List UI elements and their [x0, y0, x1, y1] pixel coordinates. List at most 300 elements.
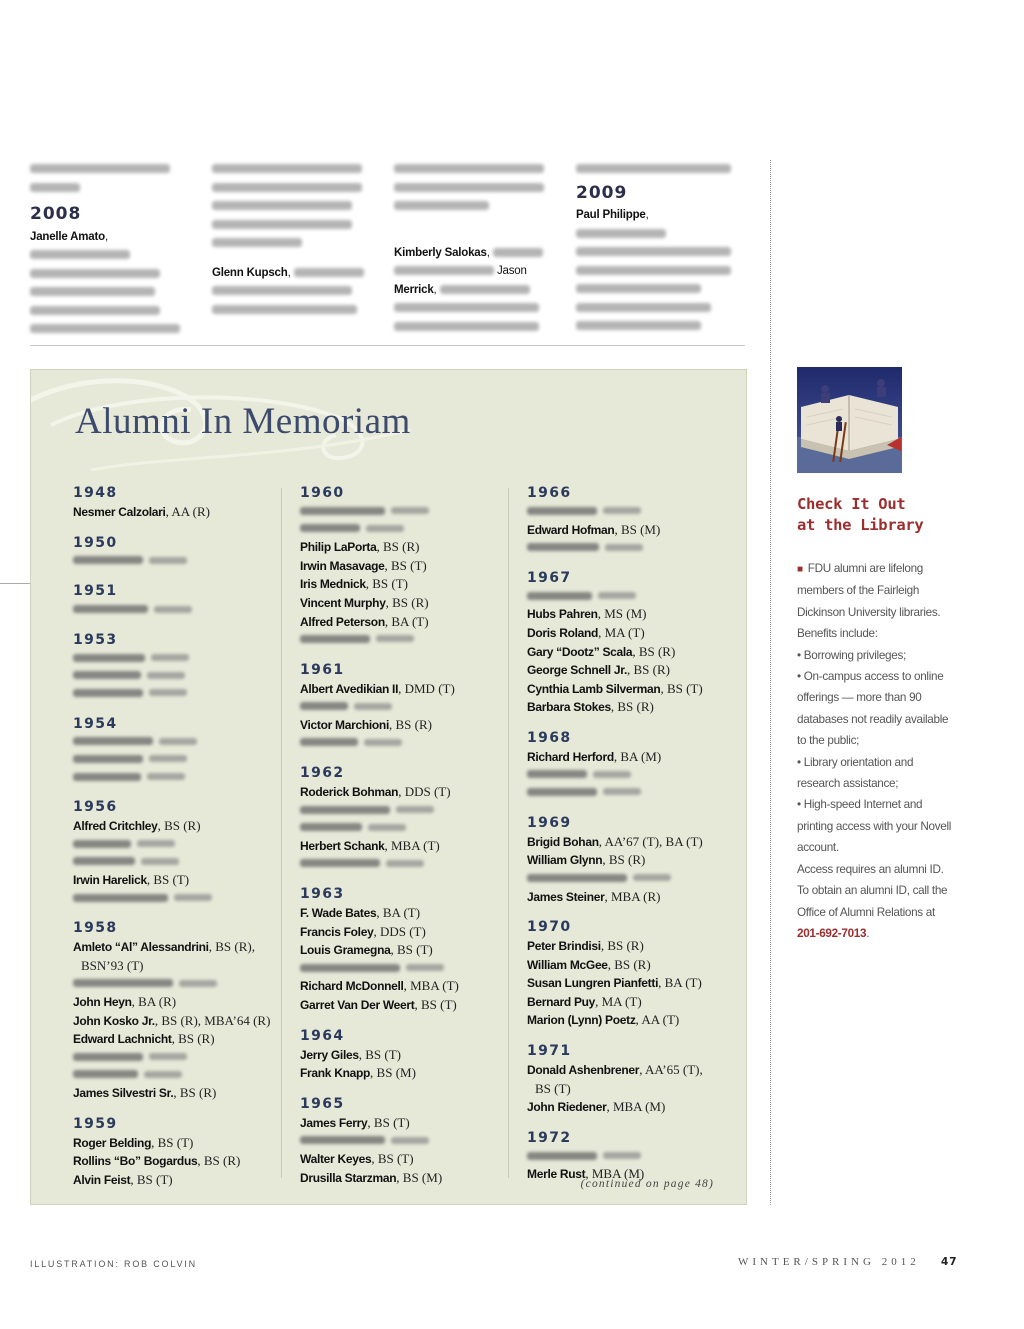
alumnus-name: Alfred Critchley — [73, 819, 158, 834]
memoriam-entry — [300, 1169, 515, 1188]
memoriam-year: 1954 — [73, 715, 118, 732]
alumnus-name: Drusilla Starzman — [300, 1170, 397, 1185]
alumnus-degree: , BS (T) — [384, 557, 427, 573]
alumnus-name: Walter Keyes — [300, 1152, 372, 1167]
alumnus-degree: , BS (M) — [370, 1065, 416, 1081]
continued-note: (continued on page 48) — [580, 1178, 714, 1190]
alumnus-name: Barbara Stokes — [527, 700, 611, 715]
notes-year-2009: 2009 — [576, 182, 628, 203]
redacted-name — [300, 524, 360, 532]
memoriam-entry — [300, 613, 515, 632]
alumnus-degree: , MBA (T) — [384, 837, 440, 853]
redacted-name — [527, 788, 597, 796]
alumnus-name: Herbert Schank — [300, 838, 385, 853]
memoriam-box — [30, 369, 747, 1205]
memoriam-entry — [527, 698, 742, 717]
redacted-name — [73, 654, 145, 662]
alumnus-degree: , MBA (M) — [585, 1166, 645, 1182]
redacted-degree — [406, 964, 444, 971]
redacted-degree — [605, 544, 643, 551]
memoriam-year: 1956 — [73, 799, 118, 816]
memoriam-entry — [300, 960, 515, 978]
alumnus-name: Alvin Feist — [73, 1172, 131, 1187]
memoriam-entry — [300, 856, 515, 874]
memoriam-entry — [73, 1171, 288, 1190]
redacted-degree — [144, 1071, 182, 1078]
alumnus-degree: , BA (M) — [613, 748, 662, 764]
notes-year-2008: 2008 — [30, 204, 82, 224]
alumnus-degree: , MA (T) — [598, 624, 645, 640]
memoriam-entry — [73, 1152, 288, 1171]
memoriam-entry — [300, 575, 515, 594]
memoriam-entry — [73, 1066, 288, 1084]
alumnus-degree: , BS (R) — [385, 594, 429, 610]
sidebar-closing — [797, 859, 957, 945]
memoriam-year: 1966 — [527, 485, 572, 501]
alumnus-degree: , BS (R) — [173, 1085, 217, 1101]
memoriam-entry — [300, 783, 515, 802]
redacted-degree — [149, 755, 187, 762]
memoriam-entry — [73, 993, 288, 1012]
alumnus-degree: , BS (R), — [208, 939, 255, 955]
sidebar-bullet-text: Borrowing privileges; — [803, 648, 906, 662]
notes-name: Jason — [497, 265, 527, 277]
memoriam-entry — [527, 588, 742, 606]
memoriam-entry — [527, 1011, 742, 1030]
memoriam-entry — [300, 802, 515, 820]
memoriam-entry — [300, 996, 515, 1015]
redacted-name — [527, 1152, 597, 1160]
notes-column-4: 2009 Paul Philippe, — [576, 160, 741, 336]
memoriam-entry — [527, 503, 742, 521]
alumnus-degree: , AA’65 (T), — [639, 1062, 703, 1078]
redacted-degree — [151, 654, 189, 661]
alumnus-degree: , BA (T) — [384, 613, 429, 629]
alumnus-name: James Ferry — [300, 1115, 368, 1130]
memoriam-entry — [300, 735, 515, 753]
alumnus-name: Doris Roland — [527, 625, 599, 640]
alumnus-name: James Steiner — [527, 889, 605, 904]
memoriam-year: 1963 — [300, 886, 345, 903]
alumnus-degree: , BS (T) — [365, 576, 409, 592]
sidebar-closing-end: . — [866, 926, 870, 940]
redacted-degree — [141, 858, 179, 865]
sidebar-closing-text: Access requires an alumni ID. To obtain an alumni ID, call the Office of Alumni Relations at — [797, 862, 948, 919]
alumnus-degree: , BA (T) — [658, 975, 702, 991]
alumnus-degree: , MBA (T) — [403, 978, 459, 994]
memoriam-entry — [300, 557, 515, 576]
redacted-name — [73, 979, 173, 987]
alumnus-degree: , BA (R) — [131, 994, 177, 1010]
memoriam-entry — [527, 605, 742, 624]
redacted-name — [527, 592, 592, 600]
memoriam-entry — [73, 836, 288, 854]
alumnus-name: Irwin Harelick — [73, 873, 147, 888]
memoriam-entry — [527, 956, 742, 975]
memoriam-entry — [300, 819, 515, 837]
alumnus-name: Brigid Bohan — [527, 834, 599, 849]
library-illustration — [797, 367, 902, 473]
memoriam-column-2 — [300, 484, 515, 1187]
redacted-name — [73, 1053, 143, 1061]
memoriam-entry — [73, 503, 288, 522]
memoriam-year: 1965 — [300, 1095, 345, 1112]
memoriam-entry — [73, 734, 288, 752]
alumnus-degree: , BA (T) — [376, 905, 421, 921]
memoriam-year: 1948 — [73, 485, 118, 501]
redacted-degree — [376, 635, 414, 642]
memoriam-entry — [527, 1061, 742, 1080]
memoriam-entry — [527, 851, 742, 870]
alumnus-degree: , BS (T) — [367, 1114, 410, 1130]
memoriam-entry — [300, 631, 515, 649]
sidebar-bullet: • Library orientation and research assistance; — [797, 755, 914, 791]
memoriam-entry — [73, 769, 288, 787]
redacted-degree — [149, 689, 187, 696]
alumnus-name: Edward Lachnicht — [73, 1032, 172, 1047]
memoriam-entry — [527, 993, 742, 1012]
alumnus-degree: , MBA (M) — [606, 1099, 666, 1115]
memoriam-year: 1970 — [527, 919, 572, 936]
redacted-name — [73, 671, 141, 679]
sidebar-bullet-text: Library orientation and research assistance; — [797, 755, 914, 791]
alumnus-name: Hubs Pahren — [527, 607, 598, 622]
alumnus-name: William McGee — [527, 957, 608, 972]
alumnus-degree: , BS (R) — [607, 956, 651, 972]
alumnus-degree: , BS (R) — [626, 662, 670, 678]
redacted-degree — [633, 874, 671, 881]
memoriam-entry — [73, 817, 288, 836]
redacted-name — [73, 737, 153, 745]
memoriam-entry — [300, 503, 515, 521]
illustration-credit: ILLUSTRATION: ROB COLVIN — [30, 1259, 197, 1269]
memoriam-entry — [527, 680, 742, 699]
memoriam-entry — [73, 938, 288, 957]
redacted-name — [527, 874, 627, 882]
memoriam-entry — [300, 1150, 515, 1169]
alumnus-degree: , BS (T) — [151, 1134, 194, 1150]
memoriam-entry — [300, 538, 515, 557]
alumnus-name: Jerry Giles — [300, 1047, 359, 1062]
column-separator — [508, 488, 509, 1178]
memoriam-entry — [73, 957, 288, 976]
alumnus-name: Peter Brindisi — [527, 939, 601, 954]
alumnus-degree: , BS (R) — [197, 1153, 241, 1169]
alumnus-degree: , BS (M) — [396, 1169, 443, 1185]
alumnus-name: Irwin Masavage — [300, 558, 385, 573]
memoriam-entry — [300, 977, 515, 996]
redacted-name — [300, 964, 400, 972]
alumnus-name: John Kosko Jr. — [73, 1013, 155, 1028]
section-divider — [30, 345, 745, 346]
notes-name: Kimberly Salokas — [394, 246, 487, 259]
sidebar-bullet-text: High-speed Internet and printing access with your Novell account. — [797, 798, 952, 855]
alumnus-degree: , BS (M) — [614, 521, 661, 537]
alumnus-degree: , MBA (R) — [604, 888, 661, 904]
redacted-name — [300, 1136, 385, 1144]
notes-name: Glenn Kupsch — [212, 266, 288, 279]
redacted-degree — [154, 606, 192, 613]
memoriam-entry — [73, 553, 288, 571]
alumnus-degree: , BS (R) — [171, 1031, 215, 1047]
alumnus-name: Nesmer Calzolari — [73, 505, 166, 519]
redacted-name — [527, 770, 587, 778]
alumnus-degree: , BS (R) — [610, 699, 654, 715]
memoriam-year: 1953 — [73, 631, 118, 648]
notes-name: Merrick — [394, 283, 434, 296]
redacted-name — [73, 894, 168, 902]
memoriam-entry — [73, 976, 288, 994]
memoriam-entry — [73, 1012, 288, 1031]
memoriam-entry — [300, 1114, 515, 1133]
memoriam-entry — [73, 1049, 288, 1067]
sidebar-intro-text: FDU alumni are lifelong members of the Fairleigh Dickinson University libraries. Benefits include: — [797, 562, 941, 641]
memoriam-entry — [527, 624, 742, 643]
notes-column-3: Kimberly Salokas, Jason Merrick, — [394, 160, 559, 336]
alumnus-name: Cynthia Lamb Silverman — [527, 681, 661, 696]
alumnus-name: Victor Marchioni — [300, 717, 389, 732]
memoriam-entry — [300, 698, 515, 716]
margin-rule — [0, 583, 30, 584]
alumnus-degree: , MA (T) — [595, 993, 642, 1009]
alumnus-name: John Heyn — [73, 995, 132, 1010]
sidebar-bullet: • High-speed Internet and printing access with your Novell account. — [797, 798, 952, 855]
memoriam-entry — [527, 767, 742, 785]
memoriam-entry — [527, 748, 742, 767]
sidebar-bullet-text: On-campus access to online offerings — more than 90 databases not readily available to the public; — [797, 670, 949, 748]
memoriam-entry — [73, 871, 288, 890]
redacted-degree — [603, 788, 641, 795]
alumnus-degree: , AA (R) — [165, 504, 210, 519]
memoriam-entry — [527, 661, 742, 680]
memoriam-entry — [73, 854, 288, 872]
redacted-degree — [391, 507, 429, 514]
alumnus-degree: , BS (T) — [146, 872, 190, 888]
alumnus-degree: , MS (M) — [597, 606, 647, 622]
redacted-degree — [386, 860, 424, 867]
alumnus-degree: , BS (R) — [632, 643, 676, 659]
redacted-degree — [147, 672, 185, 679]
alumnus-name: Richard McDonnell — [300, 979, 404, 994]
memoriam-entry — [527, 937, 742, 956]
redacted-name — [73, 755, 143, 763]
redacted-name — [300, 702, 348, 710]
memoriam-year: 1962 — [300, 765, 345, 782]
memoriam-title: Alumni In Memoriam — [75, 401, 411, 442]
redacted-name — [73, 605, 148, 613]
alumnus-degree: , BS (T) — [414, 997, 457, 1013]
alumnus-degree: , BS (T) — [660, 680, 703, 696]
alumnus-name: Albert Avedikian II — [300, 681, 399, 696]
memoriam-year: 1960 — [300, 485, 345, 501]
alumnus-degree: , BS (R) — [157, 818, 201, 834]
memoriam-entry — [73, 751, 288, 769]
alumnus-degree: , DDS (T) — [373, 923, 426, 939]
issue-label: WINTER/SPRING 2012 — [738, 1256, 920, 1268]
memoriam-year: 1961 — [300, 661, 345, 678]
memoriam-entry — [527, 1098, 742, 1117]
redacted-name — [300, 738, 358, 746]
alumnus-name: Rollins “Bo” Bogardus — [73, 1154, 198, 1169]
memoriam-entry — [300, 941, 515, 960]
memoriam-entry — [300, 1132, 515, 1150]
memoriam-entry — [527, 1148, 742, 1166]
notes-name: Paul Philippe — [576, 209, 646, 221]
redacted-name — [300, 806, 390, 814]
alumnus-name: Roger Belding — [73, 1135, 152, 1150]
alumnus-degree: , BS (R), MBA’64 (R) — [154, 1012, 271, 1028]
alumnus-name: Susan Lungren Pianfetti — [527, 976, 659, 991]
memoriam-year: 1967 — [527, 569, 572, 586]
redacted-degree — [593, 771, 631, 778]
redacted-name — [73, 1070, 138, 1078]
redacted-degree — [603, 1152, 641, 1159]
redacted-degree — [147, 773, 185, 780]
alumnus-degree: , BS (R) — [389, 716, 432, 732]
page-number: 47 — [941, 1256, 958, 1268]
alumnus-name: Gary “Dootz” Scala — [527, 644, 633, 659]
redacted-degree — [149, 557, 187, 564]
alumnus-name: Garret Van Der Weert — [300, 998, 415, 1013]
alumnus-name: Marion (Lynn) Poetz — [527, 1013, 636, 1028]
alumnus-name: Richard Herford — [527, 749, 614, 764]
redacted-name — [300, 859, 380, 867]
memoriam-entry — [527, 784, 742, 802]
redacted-degree — [354, 703, 392, 710]
memoriam-entry — [527, 521, 742, 540]
redacted-name — [73, 840, 131, 848]
alumnus-name: William Glynn — [527, 853, 603, 868]
sidebar-title-line-2: at the Library — [797, 516, 924, 534]
memoriam-entry — [527, 833, 742, 852]
memoriam-entry — [527, 888, 742, 907]
memoriam-entry — [300, 923, 515, 942]
alumnus-degree: , BS (R) — [602, 852, 646, 868]
alumnus-degree: , BS (R) — [600, 938, 644, 954]
alumnus-name: Edward Hofman — [527, 522, 615, 537]
redacted-degree — [598, 592, 636, 599]
memoriam-year: 1968 — [527, 729, 572, 746]
redacted-name — [73, 689, 143, 697]
notes-column-2: Glenn Kupsch, — [212, 160, 377, 319]
memoriam-year: 1951 — [73, 583, 118, 600]
memoriam-entry — [527, 1080, 742, 1099]
sidebar-title — [797, 494, 923, 536]
alumnus-name: Frank Knapp — [300, 1066, 371, 1081]
redacted-degree — [368, 824, 406, 831]
memoriam-year: 1972 — [527, 1129, 572, 1146]
alumnus-name: James Silvestri Sr. — [73, 1086, 174, 1101]
sidebar-bullet: • On-campus access to online offerings — more than 90 databases not readily available to the public; — [797, 670, 949, 748]
alumnus-name: Philip LaPorta — [300, 540, 377, 555]
redacted-name — [527, 507, 597, 515]
memoriam-entry — [527, 539, 742, 557]
redacted-name — [73, 556, 143, 564]
redacted-degree — [603, 507, 641, 514]
alumnus-name: Bernard Puy — [527, 994, 596, 1009]
alumni-phone-number: 201-692-7013 — [797, 926, 867, 940]
memoriam-entry — [300, 1064, 515, 1083]
alumnus-name: Alfred Peterson — [300, 614, 385, 629]
memoriam-entry — [527, 870, 742, 888]
redacted-degree — [364, 739, 402, 746]
redacted-degree — [396, 806, 434, 813]
class-notes-section — [30, 160, 748, 340]
redacted-degree — [391, 1137, 429, 1144]
alumnus-name: Merle Rust — [527, 1167, 586, 1182]
memoriam-year: 1959 — [73, 1115, 118, 1132]
degree-continuation: BSN’93 (T) — [81, 957, 144, 973]
memoriam-year: 1969 — [527, 814, 572, 831]
memoriam-column-1 — [73, 484, 288, 1189]
column-separator — [281, 488, 282, 1178]
redacted-degree — [137, 840, 175, 847]
memoriam-entry — [300, 904, 515, 923]
alumnus-degree: , DDS (T) — [398, 784, 451, 800]
alumnus-degree: , BS (T) — [371, 1151, 414, 1167]
alumnus-degree: , BS (T) — [358, 1046, 401, 1062]
column-divider — [770, 160, 771, 1205]
alumnus-name: Roderick Bohman — [300, 785, 399, 800]
sidebar-body — [797, 558, 957, 944]
redacted-name — [73, 773, 141, 781]
alumnus-degree: , BS (R) — [376, 539, 420, 555]
memoriam-entry — [73, 1030, 288, 1049]
alumnus-name: Donald Ashenbrener — [527, 1063, 640, 1078]
alumnus-name: John Riedener — [527, 1100, 607, 1115]
memoriam-entry — [300, 680, 515, 699]
redacted-name — [300, 635, 370, 643]
degree-continuation: BS (T) — [535, 1080, 571, 1096]
memoriam-entry — [73, 650, 288, 668]
square-bullet-icon: ■ — [797, 564, 803, 575]
alumnus-degree: , DMD (T) — [398, 680, 455, 696]
memoriam-entry — [73, 1084, 288, 1103]
memoriam-entry — [300, 1046, 515, 1065]
sidebar-intro — [797, 558, 957, 645]
memoriam-year: 1950 — [73, 534, 118, 551]
memoriam-year: 1971 — [527, 1043, 572, 1060]
redacted-degree — [179, 980, 217, 987]
memoriam-entry — [300, 716, 515, 735]
redacted-degree — [159, 738, 197, 745]
memoriam-entry — [527, 974, 742, 993]
alumnus-name: George Schnell Jr. — [527, 663, 627, 678]
alumnus-degree: , AA (T) — [635, 1012, 680, 1028]
memoriam-entry — [73, 601, 288, 619]
redacted-name — [527, 543, 599, 551]
memoriam-entry — [300, 837, 515, 856]
alumnus-name: Iris Mednick — [300, 577, 366, 592]
alumnus-degree: , BS (T) — [130, 1171, 173, 1187]
memoriam-entry — [73, 667, 288, 685]
memoriam-entry — [300, 521, 515, 539]
notes-column-1: 2008 Janelle Amato, — [30, 160, 195, 339]
memoriam-entry — [73, 890, 288, 908]
sidebar-bullet: • Borrowing privileges; — [797, 648, 906, 662]
alumnus-name: Amleto “Al” Alessandrini — [73, 940, 209, 955]
memoriam-entry — [73, 1134, 288, 1153]
alumnus-name: F. Wade Bates — [300, 906, 377, 921]
alumnus-degree: , BS (T) — [390, 942, 433, 958]
redacted-degree — [149, 1053, 187, 1060]
memoriam-entry — [73, 685, 288, 703]
redacted-name — [300, 823, 362, 831]
memoriam-column-3 — [527, 484, 742, 1184]
alumnus-name: Francis Foley — [300, 924, 374, 939]
redacted-degree — [174, 894, 212, 901]
redacted-name — [73, 857, 135, 865]
